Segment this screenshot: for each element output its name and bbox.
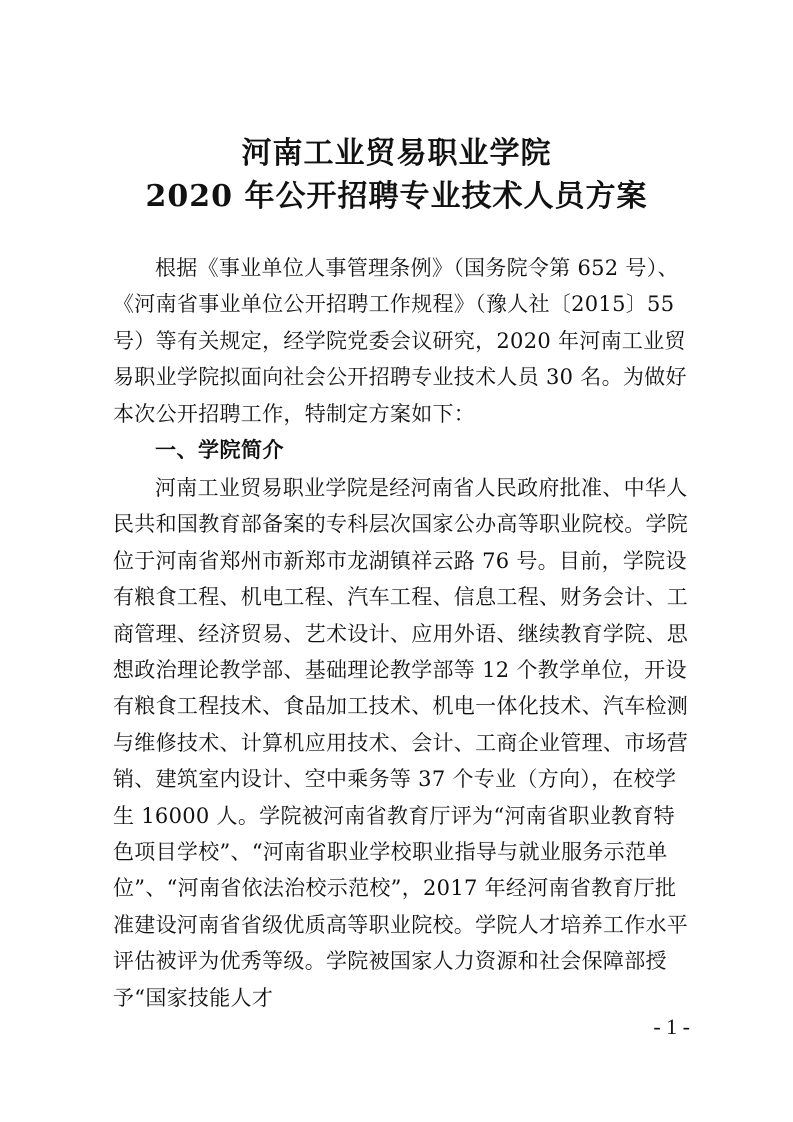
document-title-line-1: 河南工业贸易职业学院 — [241, 136, 552, 171]
document-title-line-2: 2020 年公开招聘专业技术人员方案 — [145, 179, 648, 214]
section-heading-college-intro: 一、学院简介 — [155, 438, 284, 462]
college-intro-paragraph: 河南工业贸易职业学院是经河南省人民政府批准、中华人民共和国教育部备案的专科层次国家公办高等职业院校。学院位于河南省郑州市新郑市龙湖镇祥云路 76 号。目前，学院设有粮食工程、机电工程、汽车工程、信息工程、财务会计、工商管理、经济贸易、艺术设计、应用外语、继续教育学院、思想政治理论教学部、基础理论教学部等 12 个教学单位，开设有粮食工程技术、食品加工技术、机电一体化技术、汽车检测与维修技术、计算机应用技术、会计、工商企业管理、市场营销、建筑室内设计、空中乘务等 37 个专业（方向），在校学生 16000 人。学院被河南省教育厅评为“河南省职业教育特色项目学校”、“河南省职业学校职业指导与就业服务示范单位”、“河南省依法治校示范校”，2017 年经河南省教育厅批准建设河南省省级优质高等职业院校。学院人才培养工作水平评估被评为优秀等级。学院被国家人力资源和社会保障部授予“国家技能人才 — [113, 476, 689, 1010]
intro-paragraph: 根据《事业单位人事管理条例》（国务院令第 652 号）、《河南省事业单位公开招聘工作规程》（豫人社〔2015〕55 号）等有关规定，经学院党委会议研究，2020 年河南工业贸易职业学院拟面向社会公开招聘专业技术人员 30 名。为做好本次公开招聘工作，特制定方案如下： — [113, 256, 687, 426]
page-number: - 1 - — [653, 1014, 690, 1039]
